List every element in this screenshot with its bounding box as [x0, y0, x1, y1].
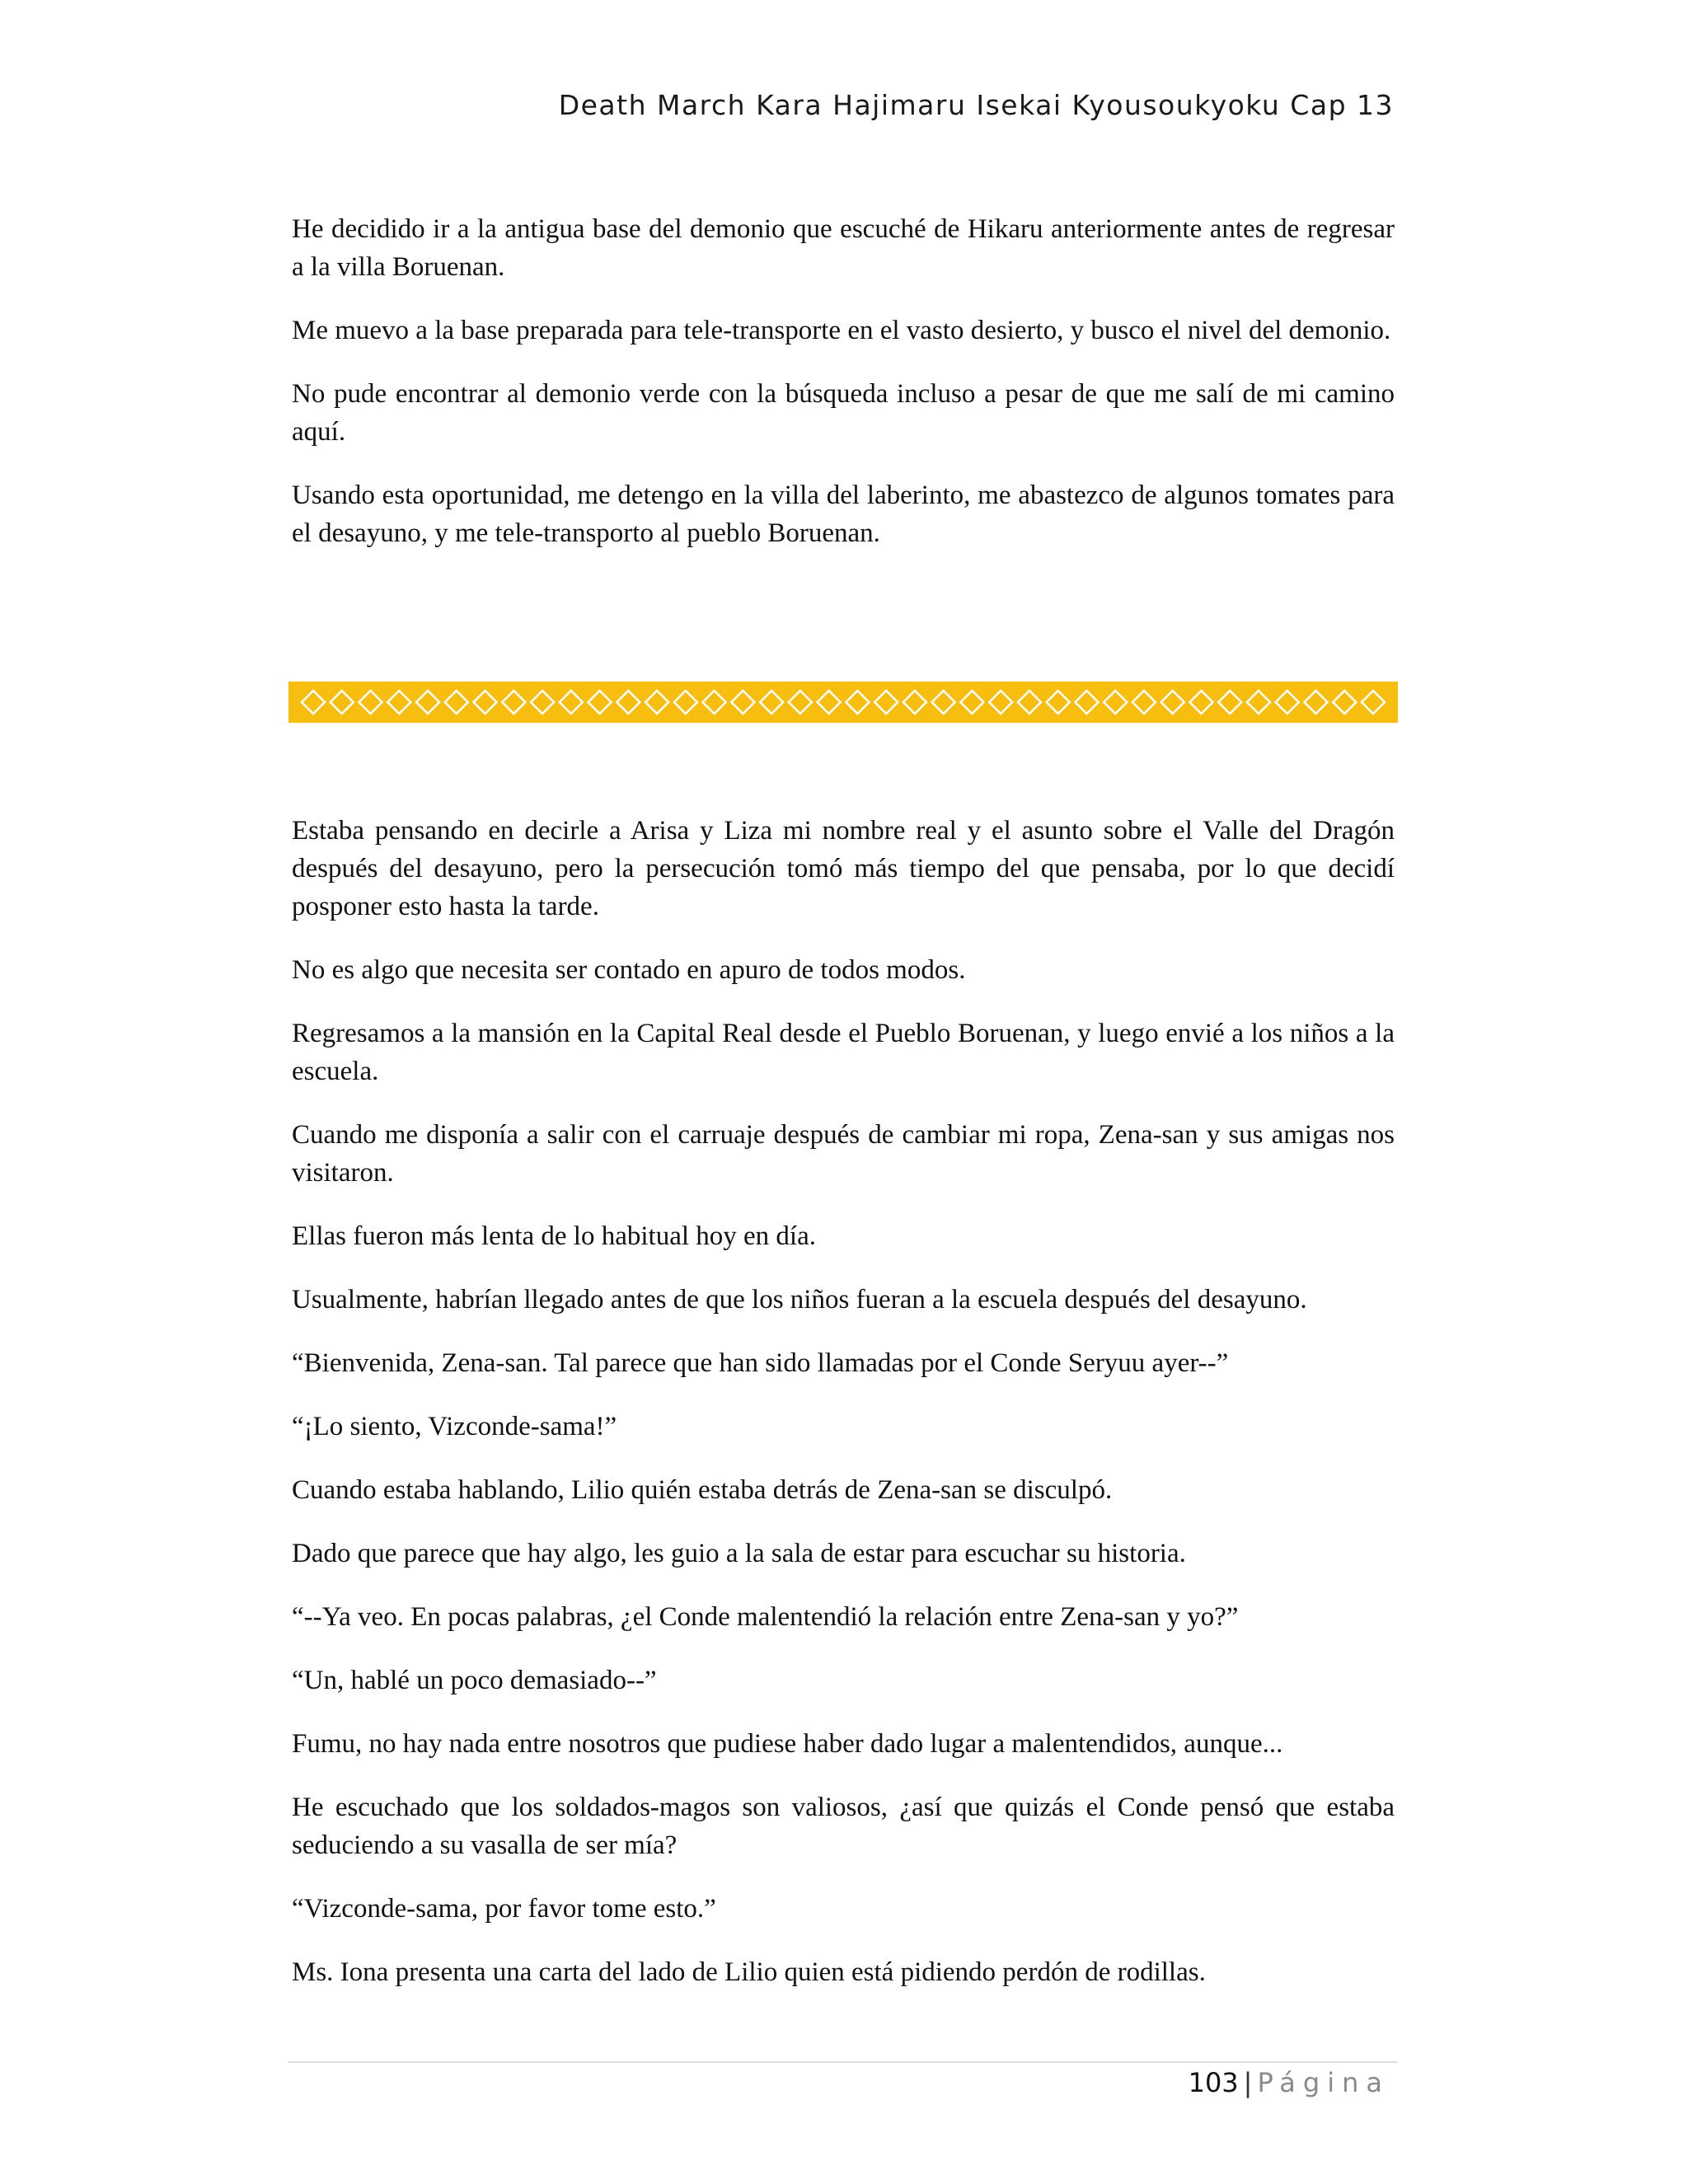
paragraph: Cuando me disponía a salir con el carruaje después de cambiar mi ropa, Zena-san y sus amigas nos visitaron.: [292, 1120, 1395, 1188]
page-label: Página: [1257, 2067, 1390, 2098]
paragraph: No pude encontrar al demonio verde con la búsqueda incluso a pesar de que me salí de mi camino aquí.: [292, 379, 1395, 447]
diamond-glyph: [932, 691, 955, 714]
paragraph: “Bienvenida, Zena-san. Tal parece que han sido llamadas por el Conde Seryuu ayer--”: [292, 1348, 1229, 1378]
paragraph: “Un, hablé un poco demasiado--”: [292, 1666, 657, 1695]
running-header-title: Death March Kara Hajimaru Isekai Kyousoukyoku Cap 13: [558, 89, 1394, 121]
diamond-glyph: [645, 691, 668, 714]
diamond-glyph: [1132, 691, 1156, 714]
diamond-glyph: [474, 691, 497, 714]
diamond-glyph: [818, 691, 841, 714]
paragraph: Dado que parece que hay algo, les guio a la sala de estar para escuchar su historia.: [292, 1539, 1186, 1568]
diamond-glyph: [731, 691, 754, 714]
text-section-2: [292, 812, 1395, 1991]
paragraph: Me muevo a la base preparada para tele-transporte en el vasto desierto, y busco el nivel del demonio.: [292, 316, 1391, 345]
diamond-glyph: [846, 691, 869, 714]
diamond-glyph: [445, 691, 468, 714]
paragraph: He decidido ir a la antigua base del demonio que escuché de Hikaru anteriormente antes de regresar a la villa Boruenan.: [292, 214, 1395, 282]
diamond-glyph: [1304, 691, 1327, 714]
diamond-glyph: [531, 691, 554, 714]
diamond-glyph: [588, 691, 612, 714]
footer-separator: |: [1243, 2067, 1253, 2098]
diamond-glyph: [1333, 691, 1356, 714]
diamond-glyph: [302, 691, 325, 714]
diamond-glyph: [1018, 691, 1041, 714]
scene-break-divider: [288, 682, 1398, 723]
diamond-glyph: [560, 691, 583, 714]
diamond-glyph: [1276, 691, 1299, 714]
paragraph: Estaba pensando en decirle a Arisa y Liza mi nombre real y el asunto sobre el Valle del Dragón después del desayuno, pero la persecución tomó más tiempo del que pensaba, por lo que decidí posponer esto hasta la tarde.: [292, 816, 1395, 921]
diamond-glyph: [1075, 691, 1098, 714]
text-section-1: [292, 210, 1395, 552]
diamond-glyph: [387, 691, 410, 714]
diamond-glyph: [960, 691, 983, 714]
diamond-glyph: [789, 691, 812, 714]
diamond-glyph: [874, 691, 898, 714]
diamond-glyph: [1218, 691, 1241, 714]
paragraph: “¡Lo siento, Vizconde-sama!”: [292, 1412, 617, 1441]
paragraph: Regresamos a la mansión en la Capital Real desde el Pueblo Boruenan, y luego envié a los niños a la escuela.: [292, 1019, 1395, 1086]
paragraph: Usualmente, habrían llegado antes de que los niños fueran a la escuela después del desayuno.: [292, 1285, 1307, 1315]
paragraph: No es algo que necesita ser contado en apuro de todos modos.: [292, 955, 966, 985]
diamond-glyph: [617, 691, 640, 714]
paragraph: He escuchado que los soldados-magos son valiosos, ¿así que quizás el Conde pensó que estaba seduciendo a su vasalla de ser mía?: [292, 1793, 1395, 1860]
diamond-glyph: [1104, 691, 1127, 714]
diamond-glyph: [1362, 691, 1385, 714]
diamond-glyph: [502, 691, 525, 714]
paragraph: Ellas fueron más lenta de lo habitual hoy en día.: [292, 1221, 816, 1251]
diamond-pattern: [288, 682, 1398, 723]
diamond-glyph: [989, 691, 1012, 714]
diamond-glyph: [674, 691, 697, 714]
paragraph: “Vizconde-sama, por favor tome esto.”: [292, 1894, 716, 1924]
paragraph: Fumu, no hay nada entre nosotros que pudiese haber dado lugar a malentendidos, aunque...: [292, 1729, 1283, 1759]
diamond-glyph: [331, 691, 354, 714]
diamond-glyph: [359, 691, 382, 714]
diamond-glyph: [1161, 691, 1184, 714]
page-footer: [1189, 2067, 1390, 2098]
paragraph: Usando esta oportunidad, me detengo en la villa del laberinto, me abastezco de algunos tomates para el desayuno, y me tele-transporto al pueblo Boruenan.: [292, 480, 1395, 548]
diamond-glyph: [1047, 691, 1070, 714]
diamond-glyph: [1247, 691, 1270, 714]
paragraph: Cuando estaba hablando, Lilio quién estaba detrás de Zena-san se disculpó.: [292, 1475, 1113, 1505]
diamond-glyph: [760, 691, 783, 714]
diamond-glyph: [416, 691, 439, 714]
diamond-glyph: [1189, 691, 1212, 714]
paragraph: Ms. Iona presenta una carta del lado de Lilio quien está pidiendo perdón de rodillas.: [292, 1957, 1206, 1987]
footer-divider: [288, 2061, 1398, 2063]
diamond-glyph: [703, 691, 726, 714]
diamond-glyph: [903, 691, 926, 714]
paragraph: “--Ya veo. En pocas palabras, ¿el Conde malentendió la relación entre Zena-san y yo?”: [292, 1602, 1239, 1632]
page-number: 103: [1188, 2067, 1239, 2098]
